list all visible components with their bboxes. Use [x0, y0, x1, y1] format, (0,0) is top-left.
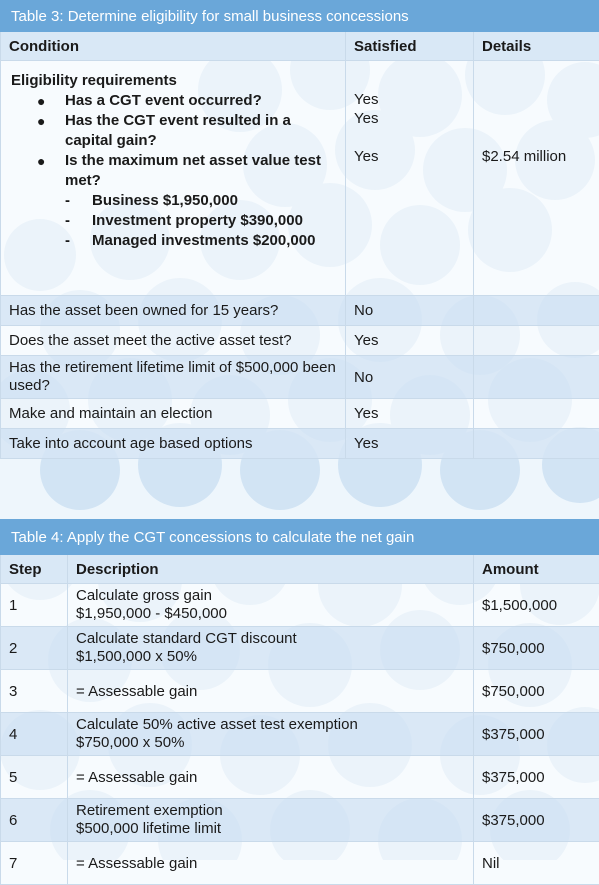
amount-header: Amount	[474, 555, 599, 584]
bullet-icon: ●	[37, 151, 45, 171]
details-header: Details	[474, 32, 599, 61]
dash-icon: -	[65, 211, 70, 231]
condition-cell: Does the asset meet the active asset test?	[1, 326, 346, 356]
table-3-header-row	[1, 32, 599, 61]
eligibility-details-cell	[474, 61, 599, 296]
step-cell: 7	[1, 842, 68, 885]
table-row	[1, 799, 599, 842]
details-value: $2.54 million	[482, 147, 591, 166]
step-header: Step	[1, 555, 68, 584]
amount-cell: $750,000	[474, 670, 599, 713]
condition-cell: Has the asset been owned for 15 years?	[1, 296, 346, 326]
satisfied-cell: No	[346, 356, 474, 399]
table-row	[1, 399, 599, 429]
table-3-title-row	[1, 1, 599, 32]
table-row	[1, 627, 599, 670]
step-cell: 3	[1, 670, 68, 713]
table-4-title-row	[1, 520, 599, 555]
details-cell	[474, 429, 599, 459]
condition-header: Condition	[1, 32, 346, 61]
eligibility-cell	[1, 61, 346, 296]
table-row	[1, 756, 599, 799]
amount-cell: Nil	[474, 842, 599, 885]
table-row	[1, 296, 599, 326]
dash-icon: -	[65, 191, 70, 211]
description-cell: = Assessable gain	[68, 842, 474, 885]
description-cell: Calculate standard CGT discount $1,500,000 x 50%	[68, 627, 474, 670]
table-spacer	[0, 459, 599, 519]
description-cell: Calculate 50% active asset test exemption $750,000 x 50%	[68, 713, 474, 756]
description-cell: = Assessable gain	[68, 670, 474, 713]
step-cell: 4	[1, 713, 68, 756]
satisfied-cell: Yes	[346, 429, 474, 459]
step-cell: 5	[1, 756, 68, 799]
details-cell	[474, 356, 599, 399]
list-item: - Investment property $390,000	[65, 211, 337, 231]
amount-cell: $375,000	[474, 799, 599, 842]
amount-cell: $375,000	[474, 713, 599, 756]
table-3-title: Table 3: Determine eligibility for small business concessions	[1, 1, 599, 32]
satisfied-value: Yes	[354, 90, 465, 109]
condition-cell: Take into account age based options	[1, 429, 346, 459]
satisfied-cell: Yes	[346, 326, 474, 356]
list-item: ● Has a CGT event occurred?	[11, 91, 337, 111]
amount-cell: $375,000	[474, 756, 599, 799]
table-row	[1, 326, 599, 356]
step-cell: 2	[1, 627, 68, 670]
net-asset-list	[65, 191, 337, 251]
list-item: - Business $1,950,000	[65, 191, 337, 211]
table-row	[1, 842, 599, 885]
table-row	[1, 356, 599, 399]
description-cell: Calculate gross gain $1,950,000 - $450,000	[68, 584, 474, 627]
details-cell	[474, 399, 599, 429]
amount-cell: $750,000	[474, 627, 599, 670]
table-row	[1, 670, 599, 713]
table-row	[1, 584, 599, 627]
table-4-header-row	[1, 555, 599, 584]
list-item: ● Is the maximum net asset value test met? - Business $1,950,000 - Investment property $390,000 - Managed investments $200,000	[11, 151, 337, 251]
eligibility-heading: Eligibility requirements	[11, 71, 337, 91]
eligibility-satisfied-cell	[346, 61, 474, 296]
table-row	[1, 429, 599, 459]
eligibility-row	[1, 61, 599, 296]
bullet-icon: ●	[37, 111, 45, 131]
satisfied-cell: No	[346, 296, 474, 326]
description-cell: = Assessable gain	[68, 756, 474, 799]
eligibility-list	[11, 91, 337, 251]
description-header: Description	[68, 555, 474, 584]
satisfied-value: Yes	[354, 147, 465, 166]
table-4-net-gain	[0, 519, 599, 885]
dash-icon: -	[65, 231, 70, 251]
amount-cell: $1,500,000	[474, 584, 599, 627]
condition-cell: Has the retirement lifetime limit of $500,000 been used?	[1, 356, 346, 399]
condition-cell: Make and maintain an election	[1, 399, 346, 429]
details-cell	[474, 326, 599, 356]
description-cell: Retirement exemption $500,000 lifetime limit	[68, 799, 474, 842]
details-cell	[474, 296, 599, 326]
step-cell: 6	[1, 799, 68, 842]
satisfied-cell: Yes	[346, 399, 474, 429]
list-item: ● Has the CGT event resulted in a capital gain?	[11, 111, 337, 151]
bullet-icon: ●	[37, 91, 45, 111]
step-cell: 1	[1, 584, 68, 627]
satisfied-header: Satisfied	[346, 32, 474, 61]
list-item: - Managed investments $200,000	[65, 231, 337, 251]
table-row	[1, 713, 599, 756]
satisfied-value: Yes	[354, 109, 465, 128]
table-4-title: Table 4: Apply the CGT concessions to calculate the net gain	[1, 520, 599, 555]
